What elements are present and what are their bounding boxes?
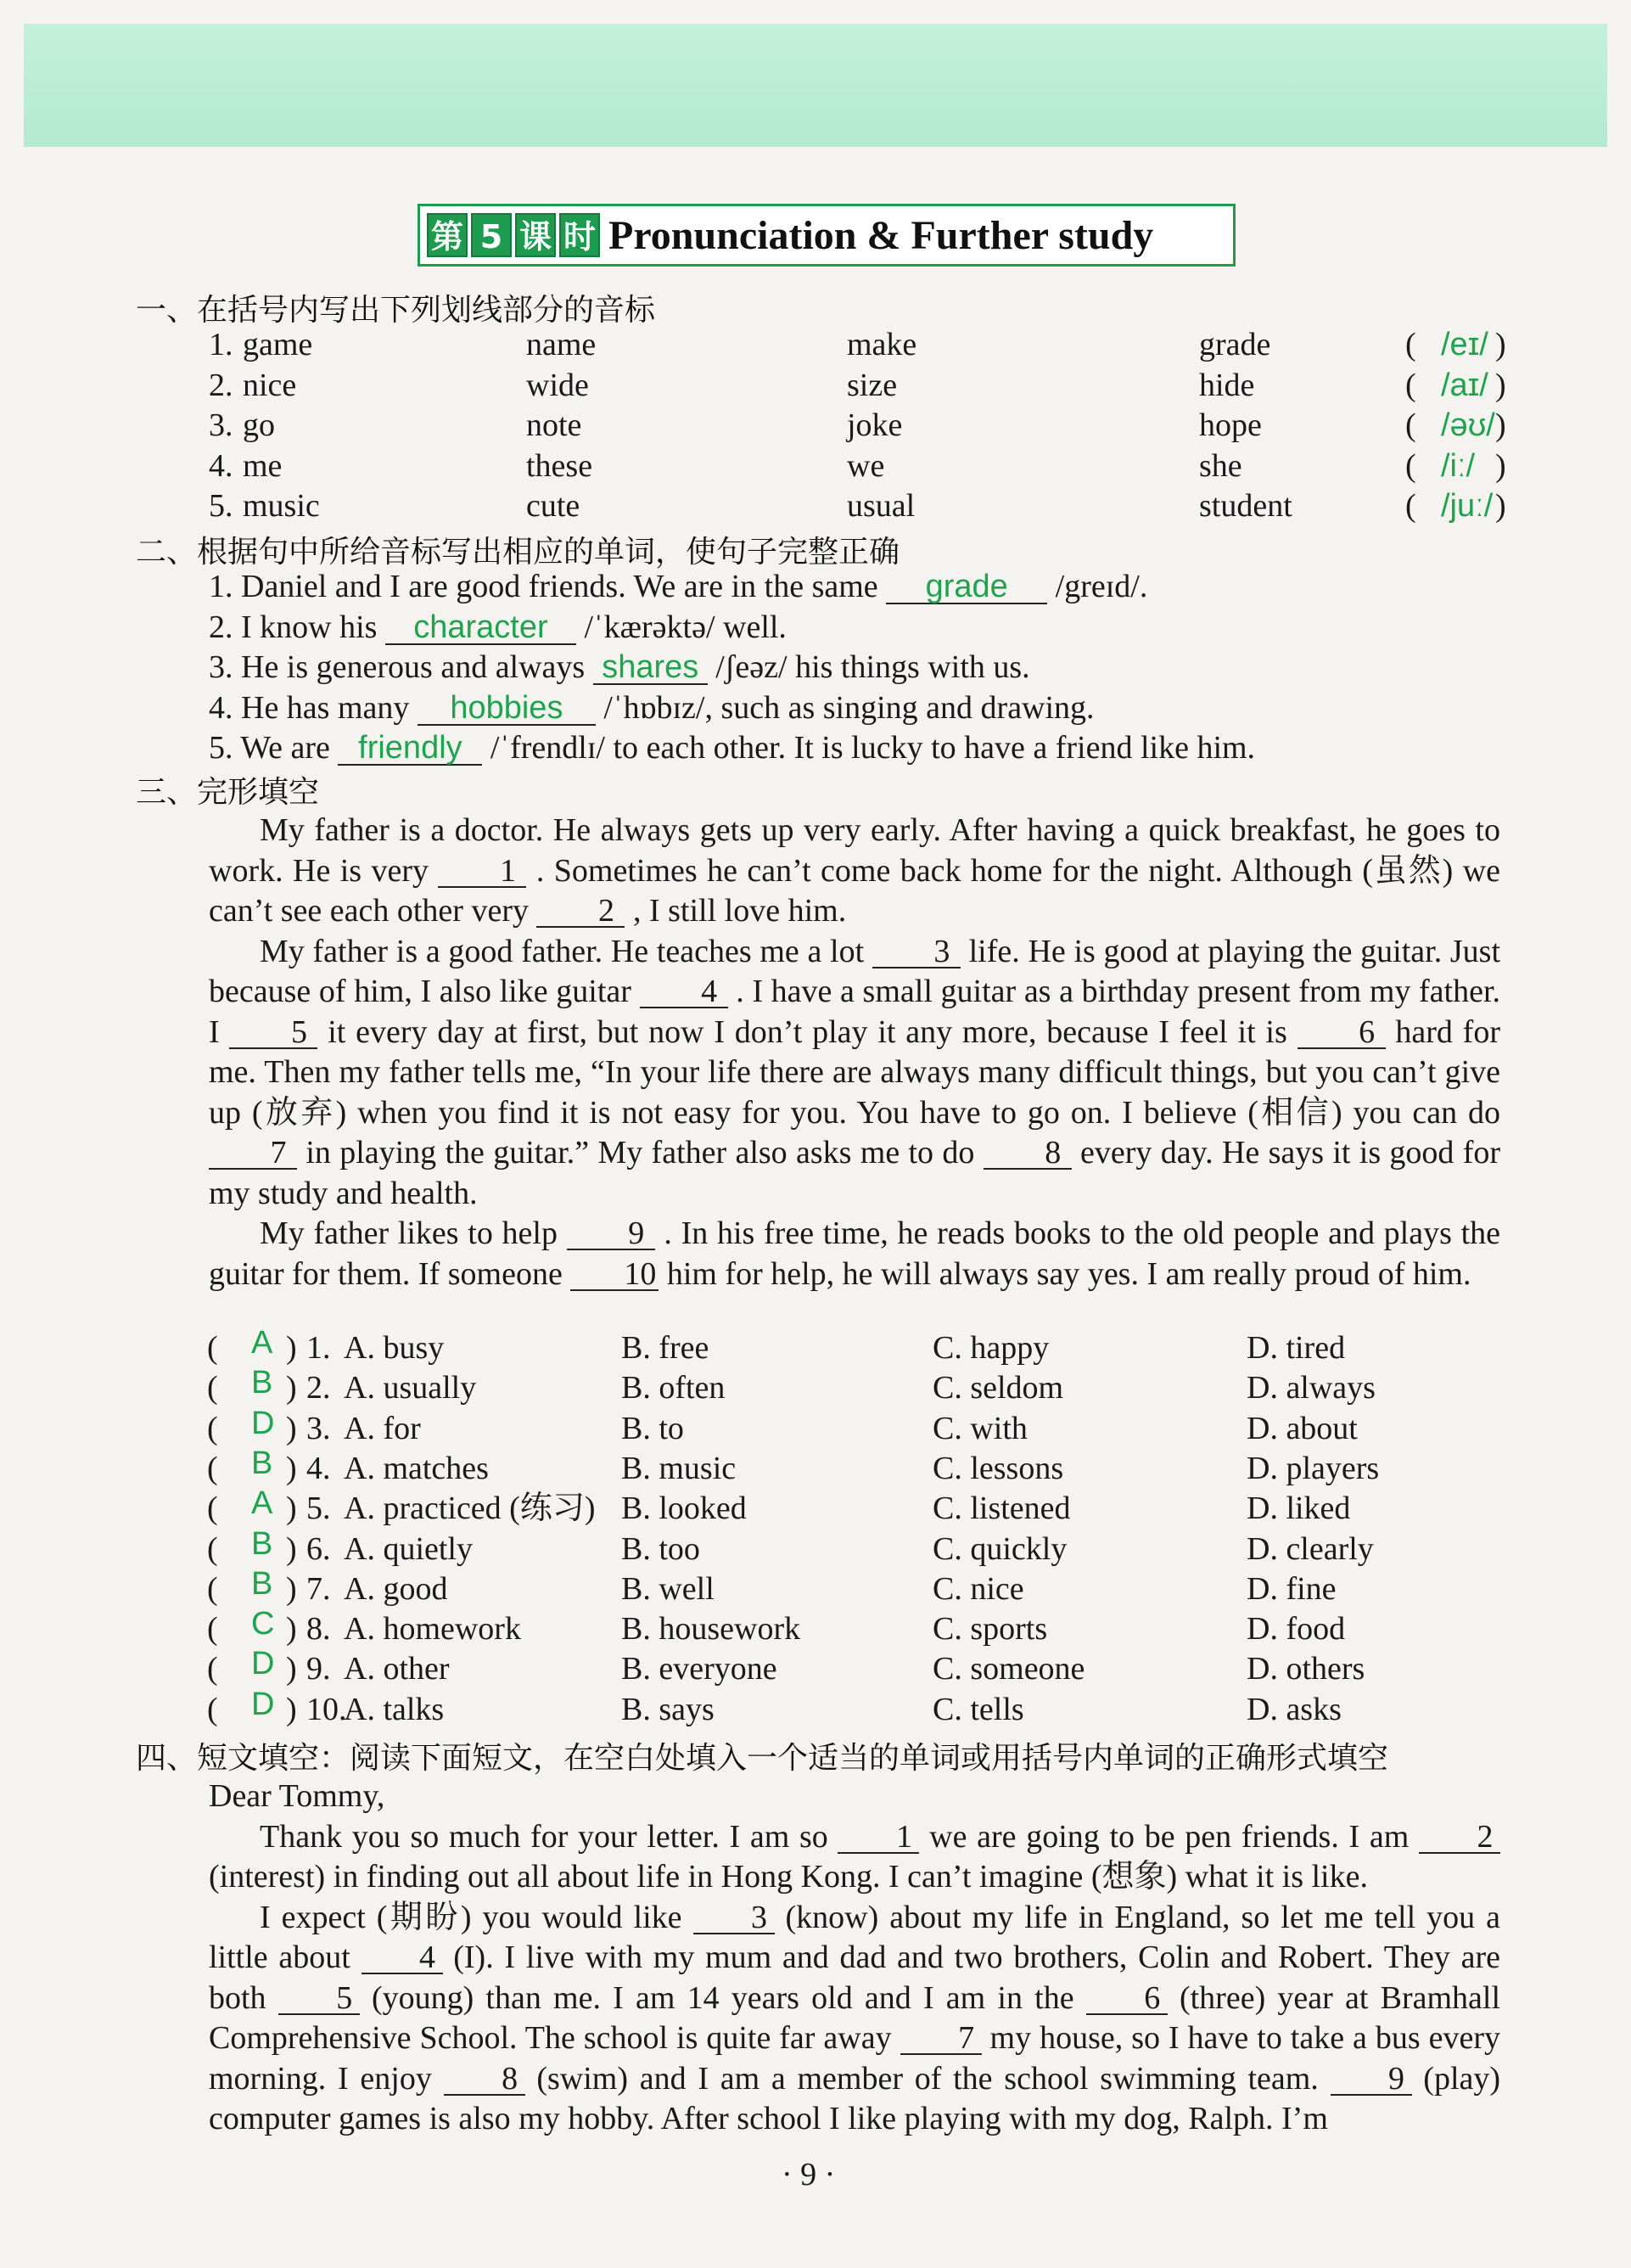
paren-close: ) xyxy=(286,1651,297,1687)
item-text: /ˈfrendlɪ/ to each other. It is lucky to have a friend like him. xyxy=(482,730,1256,766)
blank-10: 10 xyxy=(570,1259,659,1291)
blank-3: 3 xyxy=(693,1902,775,1934)
blank-3: 3 xyxy=(872,936,961,968)
cloze-paragraph-1 xyxy=(209,811,1500,932)
passage-text: My father is a doctor. He always gets up very early. After having a quick breakfast, he goes to work. He is very xyxy=(209,812,1500,889)
blank-7: 7 xyxy=(209,1137,297,1170)
fill-item xyxy=(209,608,787,647)
paren-open: ( xyxy=(207,1570,218,1607)
row-number: 4. xyxy=(209,447,233,484)
title-box-4: 时 xyxy=(559,213,600,257)
answer-blank: character xyxy=(385,611,576,645)
question-number: 8. xyxy=(306,1611,331,1648)
passage-text: (play) computer games is also my hobby. After school I like playing with my dog, Ralph. I’m xyxy=(209,2060,1501,2136)
passage-text: my house, so I have to take a bus every morning. I enjoy xyxy=(209,2020,1501,2097)
choice-answer: D xyxy=(251,1405,275,1441)
choice-answer: B xyxy=(251,1565,273,1602)
paren-close: ) xyxy=(286,1330,297,1366)
phonetic-answer: /aɪ/ xyxy=(1441,367,1488,403)
passage-text: we are going to be pen friends. I am xyxy=(929,1818,1410,1855)
question-number: 2. xyxy=(306,1370,331,1406)
passage-text: My father likes to help xyxy=(260,1215,558,1251)
paren-open: ( xyxy=(1405,488,1416,524)
option-c: C. tells xyxy=(933,1691,1024,1727)
paren-close: ) xyxy=(286,1691,297,1727)
word-1: game xyxy=(243,327,313,362)
paren-open: ( xyxy=(1405,447,1416,484)
option-a: A. busy xyxy=(344,1330,445,1366)
item-text: 3. He is generous and always xyxy=(209,649,593,685)
blank-4: 4 xyxy=(362,1942,443,1974)
option-d: D. asks xyxy=(1247,1691,1342,1727)
title-box-1: 第 xyxy=(427,213,468,257)
row-number: 5. xyxy=(209,488,233,524)
blank-9: 9 xyxy=(1331,2063,1412,2096)
paren-open: ( xyxy=(207,1410,218,1446)
option-a: A. quietly xyxy=(344,1530,473,1567)
passage-text: (swim) and I am a member of the school swimming team. xyxy=(536,2060,1319,2097)
choice-answer: B xyxy=(251,1525,273,1562)
option-d: D. about xyxy=(1247,1410,1358,1446)
passage-text: . I have a small guitar as a birthday present from my father. I xyxy=(209,974,1501,1050)
paren-close: ) xyxy=(1495,367,1506,403)
word-2: these xyxy=(526,447,593,484)
passage-text: him for help, he will always say yes. I am really proud of him. xyxy=(666,1255,1471,1292)
paren-close: ) xyxy=(286,1410,297,1446)
item-text: /ʃeəz/ his things with us. xyxy=(707,649,1030,685)
blank-8: 8 xyxy=(444,2063,525,2096)
option-b: B. to xyxy=(621,1410,684,1446)
phonetic-answer: /eɪ/ xyxy=(1441,327,1488,362)
word-3: we xyxy=(847,447,885,484)
option-c: C. seldom xyxy=(933,1370,1064,1406)
passage-text: every day. He says it is good for my study and health. xyxy=(209,1135,1501,1211)
passage-text: (know) about my life in England, so let me tell you a little about xyxy=(209,1899,1501,1975)
passage-text: (young) than me. I am 14 years old and I am in the xyxy=(371,1979,1074,2016)
question-number: 10. xyxy=(306,1691,347,1727)
word-1: music xyxy=(243,488,320,524)
blank-9: 9 xyxy=(567,1218,655,1250)
option-a: A. other xyxy=(344,1651,450,1687)
question-number: 6. xyxy=(306,1530,331,1567)
word-1: nice xyxy=(243,367,297,403)
paren-open: ( xyxy=(207,1490,218,1527)
paren-open: ( xyxy=(207,1651,218,1687)
blank-6: 6 xyxy=(1086,1983,1168,2015)
item-text: /greɪd/. xyxy=(1047,569,1148,604)
question-number: 7. xyxy=(306,1570,331,1607)
passage-text: . In his free time, he reads books to the old people and plays the guitar for them. If someone xyxy=(209,1215,1501,1292)
blank-5: 5 xyxy=(278,1983,360,2015)
option-d: D. others xyxy=(1247,1651,1365,1687)
paren-open: ( xyxy=(207,1450,218,1486)
word-3: joke xyxy=(847,407,903,443)
blank-4: 4 xyxy=(640,976,728,1008)
paren-open: ( xyxy=(207,1691,218,1727)
option-c: C. happy xyxy=(933,1330,1050,1366)
row-number: 2. xyxy=(209,367,233,403)
item-text: 1. Daniel and I are good friends. We are in the same xyxy=(209,569,887,604)
option-d: D. always xyxy=(1247,1370,1376,1406)
paren-close: ) xyxy=(286,1611,297,1648)
fill-item xyxy=(209,728,1255,767)
fill-item xyxy=(209,567,1147,606)
fill-item xyxy=(209,648,1030,687)
option-b: B. says xyxy=(621,1691,715,1727)
option-d: D. tired xyxy=(1247,1330,1346,1366)
item-text: /ˈkærəktə/ well. xyxy=(575,609,787,645)
option-d: D. clearly xyxy=(1247,1530,1374,1567)
question-number: 9. xyxy=(306,1651,331,1687)
blank-6: 6 xyxy=(1298,1017,1386,1049)
row-number: 3. xyxy=(209,407,233,443)
section-1-heading: 一、在括号内写出下列划线部分的音标 xyxy=(136,293,656,328)
word-2: wide xyxy=(526,367,589,403)
paren-close: ) xyxy=(1495,488,1506,524)
paren-close: ) xyxy=(1495,407,1506,443)
option-d: D. food xyxy=(1247,1611,1346,1648)
option-b: B. music xyxy=(621,1450,737,1486)
option-b: B. often xyxy=(621,1370,726,1406)
passage-text: in playing the guitar.” My father also asks me to do xyxy=(305,1135,975,1170)
page-number: · 9 · xyxy=(782,2157,836,2192)
paren-close: ) xyxy=(286,1450,297,1486)
word-3: make xyxy=(847,327,917,362)
option-b: B. housework xyxy=(621,1611,801,1648)
passage-text: . Sometimes he can’t come back home for the night. Although (虽然) we can’t see each other very xyxy=(209,852,1501,929)
title-box-3: 课 xyxy=(515,213,556,257)
word-3: size xyxy=(847,367,898,403)
passage-text: (I). I live with my mum and dad and two brothers, Colin and Robert. They are both xyxy=(209,1940,1500,2016)
word-4: student xyxy=(1199,488,1292,524)
passage-text: , I still love him. xyxy=(632,893,847,929)
word-4: hide xyxy=(1199,367,1255,403)
option-c: C. with xyxy=(933,1410,1028,1446)
paren-open: ( xyxy=(207,1530,218,1567)
word-2: name xyxy=(526,327,597,362)
answer-blank: friendly xyxy=(338,732,482,766)
option-d: D. fine xyxy=(1247,1570,1337,1607)
option-d: D. liked xyxy=(1247,1490,1351,1527)
blank-1: 1 xyxy=(838,1822,919,1854)
blank-7: 7 xyxy=(900,2023,982,2055)
title-box-2: 5 xyxy=(471,213,512,257)
question-number: 4. xyxy=(306,1450,331,1486)
cloze-paragraph-3 xyxy=(209,1214,1500,1294)
passage-text: (three) year at Bramhall Comprehensive School. The school is quite far away xyxy=(209,1979,1500,2056)
section-2-heading: 二、根据句中所给音标写出相应的单词，使句子完整正确 xyxy=(136,535,900,570)
paren-close: ) xyxy=(1495,447,1506,484)
choice-answer: D xyxy=(251,1686,275,1722)
option-a: A. usually xyxy=(344,1370,477,1406)
paren-open: ( xyxy=(1405,367,1416,403)
paren-close: ) xyxy=(286,1570,297,1607)
word-1: go xyxy=(243,407,275,443)
option-c: C. nice xyxy=(933,1570,1024,1607)
paren-open: ( xyxy=(1405,407,1416,443)
choice-answer: D xyxy=(251,1646,275,1682)
answer-blank: shares xyxy=(593,651,708,685)
paren-close: ) xyxy=(286,1530,297,1567)
paren-open: ( xyxy=(207,1611,218,1648)
question-number: 1. xyxy=(306,1330,331,1366)
passage-text: (interest) in finding out all about life in Hong Kong. I can’t imagine (想象) what it is like. xyxy=(209,1859,1368,1895)
option-b: B. free xyxy=(621,1330,709,1366)
phonetic-answer: /əʊ/ xyxy=(1441,407,1495,443)
option-b: B. too xyxy=(621,1530,700,1567)
option-c: C. someone xyxy=(933,1651,1085,1687)
word-2: cute xyxy=(526,488,580,524)
blank-5: 5 xyxy=(229,1017,317,1049)
option-c: C. listened xyxy=(933,1490,1071,1527)
answer-blank: hobbies xyxy=(418,692,596,726)
option-b: B. well xyxy=(621,1570,715,1607)
word-4: she xyxy=(1199,447,1242,484)
option-a: A. practiced (练习) xyxy=(344,1490,596,1527)
title-text: Pronunciation & Further study xyxy=(608,212,1154,258)
word-4: grade xyxy=(1199,327,1271,362)
choice-answer: A xyxy=(251,1325,273,1361)
choice-answer: C xyxy=(251,1606,275,1642)
passage-text: it every day at first, but now I don’t play it any more, because I feel it is xyxy=(328,1013,1287,1050)
phonetic-answer: /juː/ xyxy=(1441,488,1494,524)
answer-blank: grade xyxy=(886,570,1047,604)
cloze-paragraph-2 xyxy=(209,932,1500,1215)
letter-paragraph-2 xyxy=(209,1898,1500,2140)
paren-close: ) xyxy=(286,1370,297,1406)
option-c: C. sports xyxy=(933,1611,1048,1648)
passage-text: My father is a good father. He teaches me a lot xyxy=(260,933,865,969)
option-b: B. everyone xyxy=(621,1651,777,1687)
option-b: B. looked xyxy=(621,1490,747,1527)
choice-answer: A xyxy=(251,1485,273,1522)
choice-answer: B xyxy=(251,1365,273,1401)
row-number: 1. xyxy=(209,327,233,362)
paren-close: ) xyxy=(1495,327,1506,362)
letter-passage xyxy=(209,1777,1500,2140)
passage-text: I expect (期盼) you would like xyxy=(260,1899,682,1935)
paren-open: ( xyxy=(207,1330,218,1366)
word-2: note xyxy=(526,407,582,443)
lesson-title xyxy=(418,204,1236,267)
option-a: A. matches xyxy=(344,1450,489,1486)
option-a: A. for xyxy=(344,1410,421,1446)
paren-open: ( xyxy=(1405,327,1416,362)
passage-text: hard for me. Then my father tells me, “In your life there are always many difficult things, but you can’t give up (放弃) when you find it is not easy for you. You have to go on. I believe (相信) you can do xyxy=(209,1013,1500,1131)
word-4: hope xyxy=(1199,407,1262,443)
question-number: 5. xyxy=(306,1490,331,1527)
question-number: 3. xyxy=(306,1410,331,1446)
letter-greeting: Dear Tommy, xyxy=(209,1778,385,1814)
section-3-heading: 三、完形填空 xyxy=(136,775,320,810)
phonetic-answer: /iː/ xyxy=(1441,447,1476,484)
item-text: 4. He has many xyxy=(209,689,418,726)
option-c: C. quickly xyxy=(933,1530,1068,1567)
option-c: C. lessons xyxy=(933,1450,1064,1486)
choice-answer: B xyxy=(251,1445,273,1481)
fill-item xyxy=(209,688,1095,727)
option-a: A. good xyxy=(344,1570,448,1607)
paren-open: ( xyxy=(207,1370,218,1406)
option-d: D. players xyxy=(1247,1450,1380,1486)
paren-close: ) xyxy=(286,1490,297,1527)
item-text: 5. We are xyxy=(209,730,339,766)
option-a: A. homework xyxy=(344,1611,521,1648)
header-band xyxy=(24,24,1607,147)
blank-1: 1 xyxy=(438,856,526,888)
letter-paragraph-1 xyxy=(209,1817,1500,1898)
blank-2: 2 xyxy=(1419,1822,1500,1854)
item-text: 2. I know his xyxy=(209,609,385,645)
blank-8: 8 xyxy=(984,1137,1072,1170)
section-4-heading: 四、短文填空：阅读下面短文，在空白处填入一个适当的单词或用括号内单词的正确形式填空 xyxy=(136,1741,1389,1776)
word-1: me xyxy=(243,447,283,484)
option-a: A. talks xyxy=(344,1691,445,1727)
word-3: usual xyxy=(847,488,916,524)
passage-text: life. He is good at playing the guitar. Just because of him, I also like guitar xyxy=(209,933,1501,1009)
item-text: /ˈhɒbɪz/, such as singing and drawing. xyxy=(595,689,1095,726)
cloze-passage xyxy=(209,811,1500,1294)
passage-text: Thank you so much for your letter. I am so xyxy=(260,1818,828,1855)
blank-2: 2 xyxy=(536,895,625,928)
